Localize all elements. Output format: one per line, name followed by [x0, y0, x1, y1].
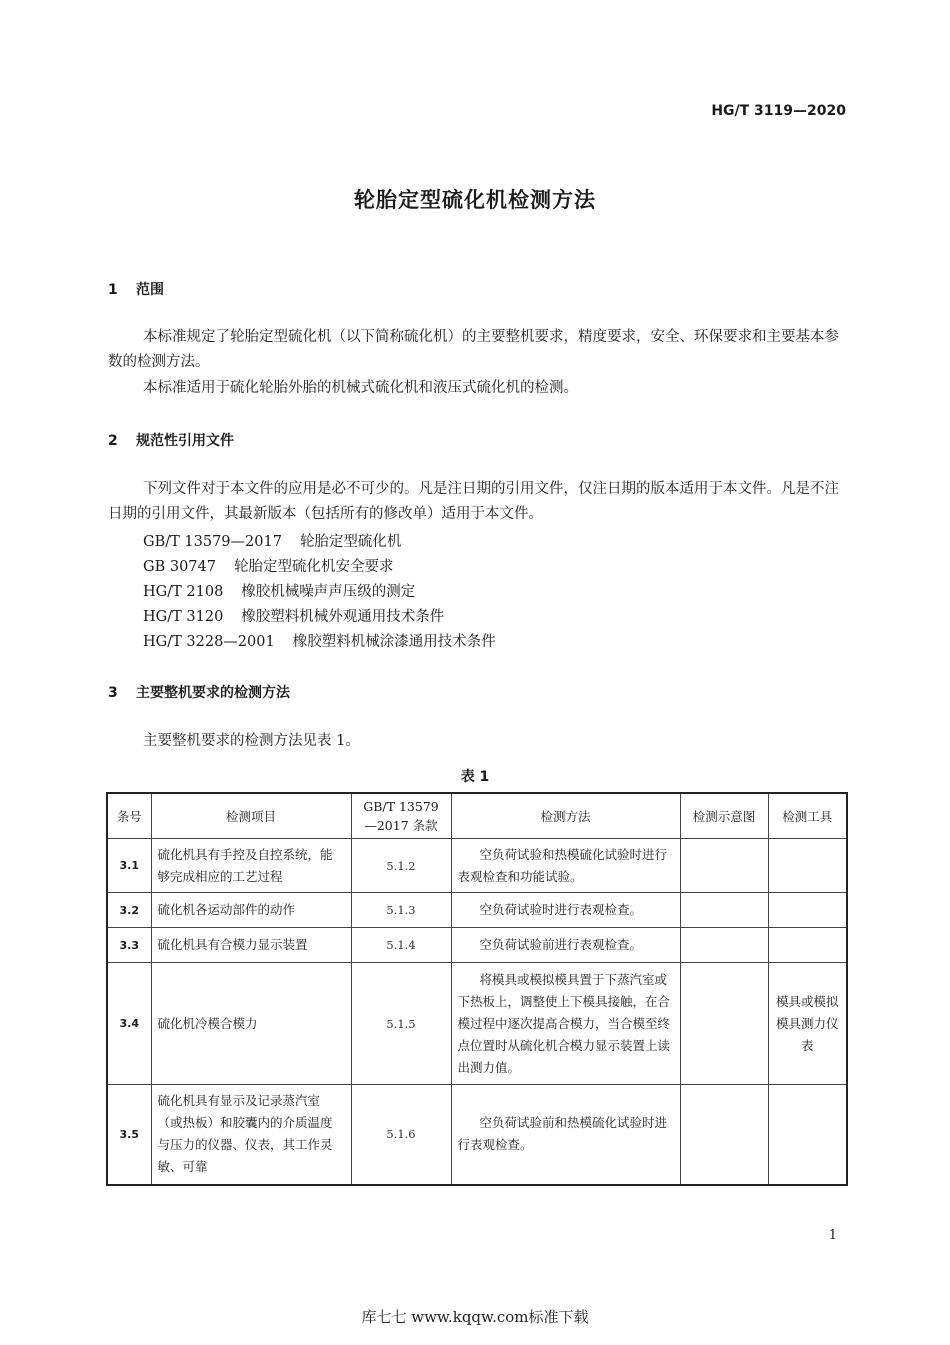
- section-1-heading: [108, 279, 164, 299]
- cell-method: 空负荷试验前和热模硫化试验时进行表观检查。: [451, 1085, 680, 1185]
- cell-tool: [768, 928, 847, 963]
- reference-code: GB/T 13579—2017: [143, 534, 282, 550]
- cell-item: 硫化机具有合模力显示装置: [151, 928, 351, 963]
- reference-title: 橡胶机械噪声声压级的测定: [241, 584, 416, 600]
- cell-no: 3.2: [107, 893, 151, 928]
- cell-method: 空负荷试验前进行表观检查。: [451, 928, 680, 963]
- standard-code: HG/T 3119—2020: [711, 103, 846, 119]
- cell-tool: [768, 1085, 847, 1185]
- cell-tool: [768, 839, 847, 893]
- table-row: [107, 893, 847, 928]
- reference-title: 轮胎定型硫化机安全要求: [233, 559, 394, 575]
- header-item: 检测项目: [151, 793, 351, 839]
- section-title: 主要整机要求的检测方法: [136, 685, 290, 701]
- cell-item: 硫化机具有手控及自控系统，能够完成相应的工艺过程: [151, 839, 351, 893]
- section-3-heading: [108, 682, 290, 702]
- header-clause-line2: —2017 条款: [364, 818, 438, 833]
- table-row: [107, 963, 847, 1085]
- cell-diagram: [680, 839, 768, 893]
- cell-tool: [768, 893, 847, 928]
- section-number: 3: [108, 685, 118, 701]
- paragraph: 本标准规定了轮胎定型硫化机（以下简称硫化机）的主要整机要求，精度要求，安全、环保要求和主要基本参数的检测方法。: [108, 329, 839, 370]
- reference-code: HG/T 3120: [143, 609, 224, 625]
- cell-tool: 模具或模拟模具测力仪表: [768, 963, 847, 1085]
- reference-code: GB 30747: [143, 559, 216, 575]
- cell-item: 硫化机各运动部件的动作: [151, 893, 351, 928]
- reference-code: HG/T 2108: [143, 584, 224, 600]
- section-2-heading: [108, 430, 234, 450]
- reference-item: [143, 605, 444, 626]
- header-no: 条号: [107, 793, 151, 839]
- cell-diagram: [680, 963, 768, 1085]
- table-row: [107, 928, 847, 963]
- header-tool: 检测工具: [768, 793, 847, 839]
- paragraph: 下列文件对于本文件的应用是必不可少的。凡是注日期的引用文件，仅注日期的版本适用于本文件。凡是不注日期的引用文件，其最新版本（包括所有的修改单）适用于本文件。: [108, 481, 839, 522]
- cell-diagram: [680, 928, 768, 963]
- reference-item: [143, 530, 401, 551]
- cell-method: 空负荷试验时进行表观检查。: [451, 893, 680, 928]
- cell-clause: 5.1.2: [351, 839, 451, 893]
- section-number: 2: [108, 433, 118, 449]
- reference-title: 轮胎定型硫化机: [299, 534, 402, 550]
- reference-item: [143, 630, 496, 651]
- cell-item: 硫化机冷模合模力: [151, 963, 351, 1085]
- cell-method: 将模具或模拟模具置于下蒸汽室或下热板上，调整使上下模具接触，在合模过程中逐次提高合模力，当合模至终点位置时从硫化机合模力显示装置上读出测力值。: [451, 963, 680, 1085]
- cell-clause: 5.1.4: [351, 928, 451, 963]
- document-title: 轮胎定型硫化机检测方法: [354, 188, 596, 212]
- table-row: [107, 839, 847, 893]
- cell-clause: 5.1.3: [351, 893, 451, 928]
- cell-diagram: [680, 1085, 768, 1185]
- section-number: 1: [108, 282, 118, 298]
- cell-clause: 5.1.6: [351, 1085, 451, 1185]
- table-caption: 表 1: [460, 769, 490, 785]
- cell-item: 硫化机具有显示及记录蒸汽室（或热板）和胶囊内的介质温度与压力的仪器、仪表，其工作灵敏、可靠: [151, 1085, 351, 1185]
- paragraph: 主要整机要求的检测方法见表 1。: [143, 733, 360, 749]
- cell-no: 3.3: [107, 928, 151, 963]
- reference-item: [143, 555, 393, 576]
- reference-title: 橡胶塑料机械涂漆通用技术条件: [292, 634, 496, 650]
- section-title: 范围: [136, 282, 164, 298]
- header-clause: [351, 793, 451, 839]
- cell-no: 3.4: [107, 963, 151, 1085]
- cell-no: 3.1: [107, 839, 151, 893]
- paragraph: 本标准适用于硫化轮胎外胎的机械式硫化机和液压式硫化机的检测。: [143, 380, 578, 396]
- header-clause-line1: GB/T 13579: [363, 799, 439, 814]
- header-diagram: 检测示意图: [680, 793, 768, 839]
- reference-code: HG/T 3228—2001: [143, 634, 275, 650]
- watermark-text: 库七七 www.kqqw.com标准下载: [361, 1308, 589, 1326]
- reference-title: 橡胶塑料机械外观通用技术条件: [241, 609, 445, 625]
- cell-clause: 5.1.5: [351, 963, 451, 1085]
- header-method: 检测方法: [451, 793, 680, 839]
- section-title: 规范性引用文件: [136, 433, 234, 449]
- table-row: [107, 1085, 847, 1185]
- table-header-row: [107, 793, 847, 839]
- inspection-table: [106, 792, 848, 1186]
- cell-method: 空负荷试验和热模硫化试验时进行表观检查和功能试验。: [451, 839, 680, 893]
- cell-diagram: [680, 893, 768, 928]
- reference-item: [143, 580, 415, 601]
- cell-no: 3.5: [107, 1085, 151, 1185]
- page-number: 1: [828, 1228, 837, 1243]
